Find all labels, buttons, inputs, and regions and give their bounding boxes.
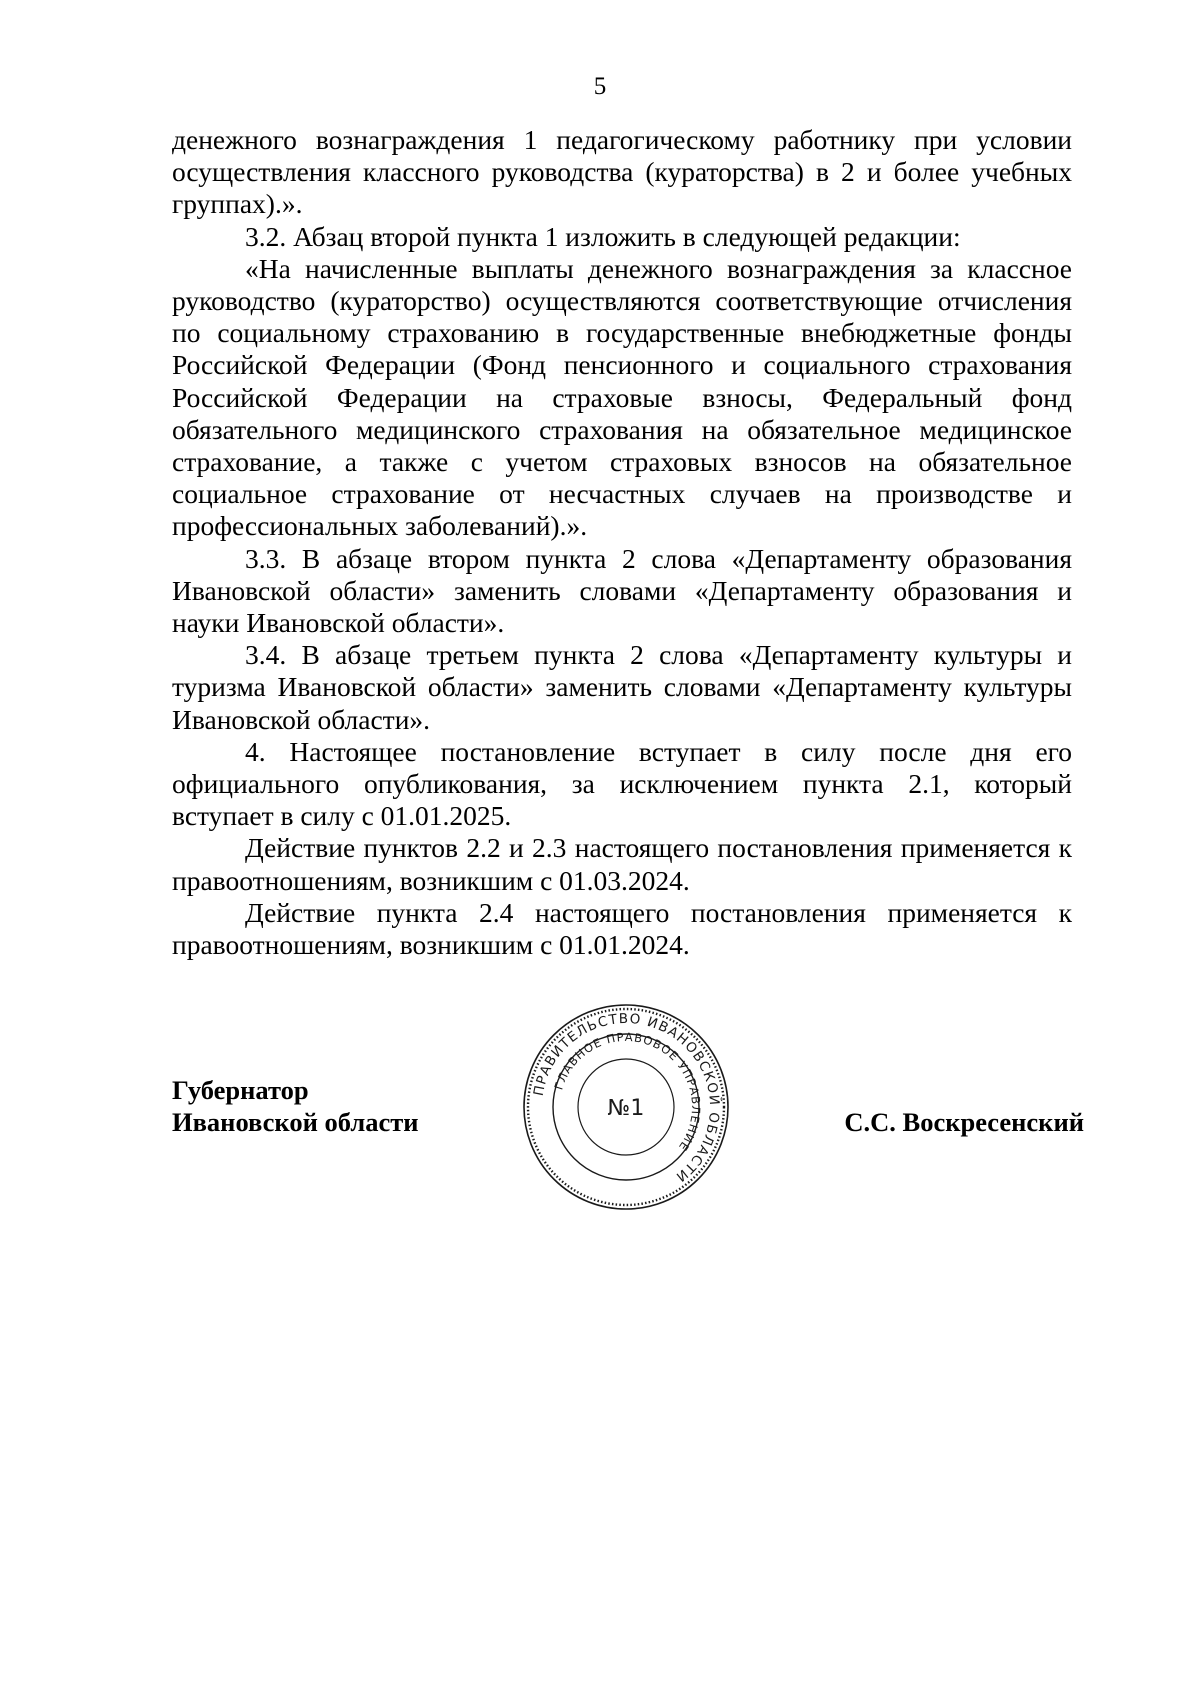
svg-text:ГЛАВНОЕ ПРАВОВОЕ УПРАВЛЕНИЕ xyxy=(551,1030,703,1154)
paragraph-4: 4. Настоящее постановление вступает в силу после дня его официального опубликования, за исключением пункта 2.1, который вступает в силу с 01.01.2025. xyxy=(172,735,1072,832)
signatory-title-line2: Ивановской области xyxy=(172,1107,419,1137)
paragraph-effect-2-2-2-3: Действие пунктов 2.2 и 2.3 настоящего постановления применяется к правоотношениям, возникшим с 01.03.2024. xyxy=(172,832,1072,896)
seal-center-number: №1 xyxy=(607,1096,645,1121)
seal-outer-text: ПРАВИТЕЛЬСТВО ИВАНОВСКОЙ ОБЛАСТИ xyxy=(530,1010,723,1186)
official-seal xyxy=(520,1001,732,1213)
signatory-name: С.С. Воскресенский xyxy=(844,1107,1084,1137)
paragraph-effect-2-4: Действие пункта 2.4 настоящего постановления применяется к правоотношениям, возникшим с 01.01.2024. xyxy=(172,896,1072,961)
page-number: 5 xyxy=(593,73,607,100)
paragraph-3-2: 3.2. Абзац второй пункта 1 изложить в следующей редакции: xyxy=(245,220,961,252)
signatory-title xyxy=(172,1074,419,1138)
paragraph-3-3: 3.3. В абзаце втором пункта 2 слова «Департаменту образования Ивановской области» заменить словами «Департаменту образования и науки Ивановской области». xyxy=(172,542,1072,639)
signatory-title-line1: Губернатор xyxy=(172,1075,309,1105)
paragraph-quoted-text: «На начисленные выплаты денежного вознаграждения за классное руководство (кураторство) осуществляются соответствующие отчисления по социальному страхованию в государственные внебюджетные фонды Российской Федерации (Фонд пенсионного и социального страхования Российской Федерации на страховые взносы, Федеральный фонд обязательного медицинского страхования на обязательное медицинское страхование, а также с учетом страховых взносов на обязательное социальное страхование от несчастных случаев на производстве и профессиональных заболеваний).». xyxy=(172,252,1072,542)
document-body xyxy=(172,124,1072,961)
seal-inner-text: ГЛАВНОЕ ПРАВОВОЕ УПРАВЛЕНИЕ xyxy=(551,1029,704,1155)
seal-stamp-icon xyxy=(520,1001,732,1213)
paragraph-continuation: денежного вознаграждения 1 педагогическому работнику при условии осуществления классного руководства (кураторства) в 2 и более учебных группах).». xyxy=(172,124,1072,220)
paragraph-3-4: 3.4. В абзаце третьем пункта 2 слова «Департаменту культуры и туризма Ивановской области» заменить словами «Департаменту культуры Ивановской области». xyxy=(172,639,1072,735)
